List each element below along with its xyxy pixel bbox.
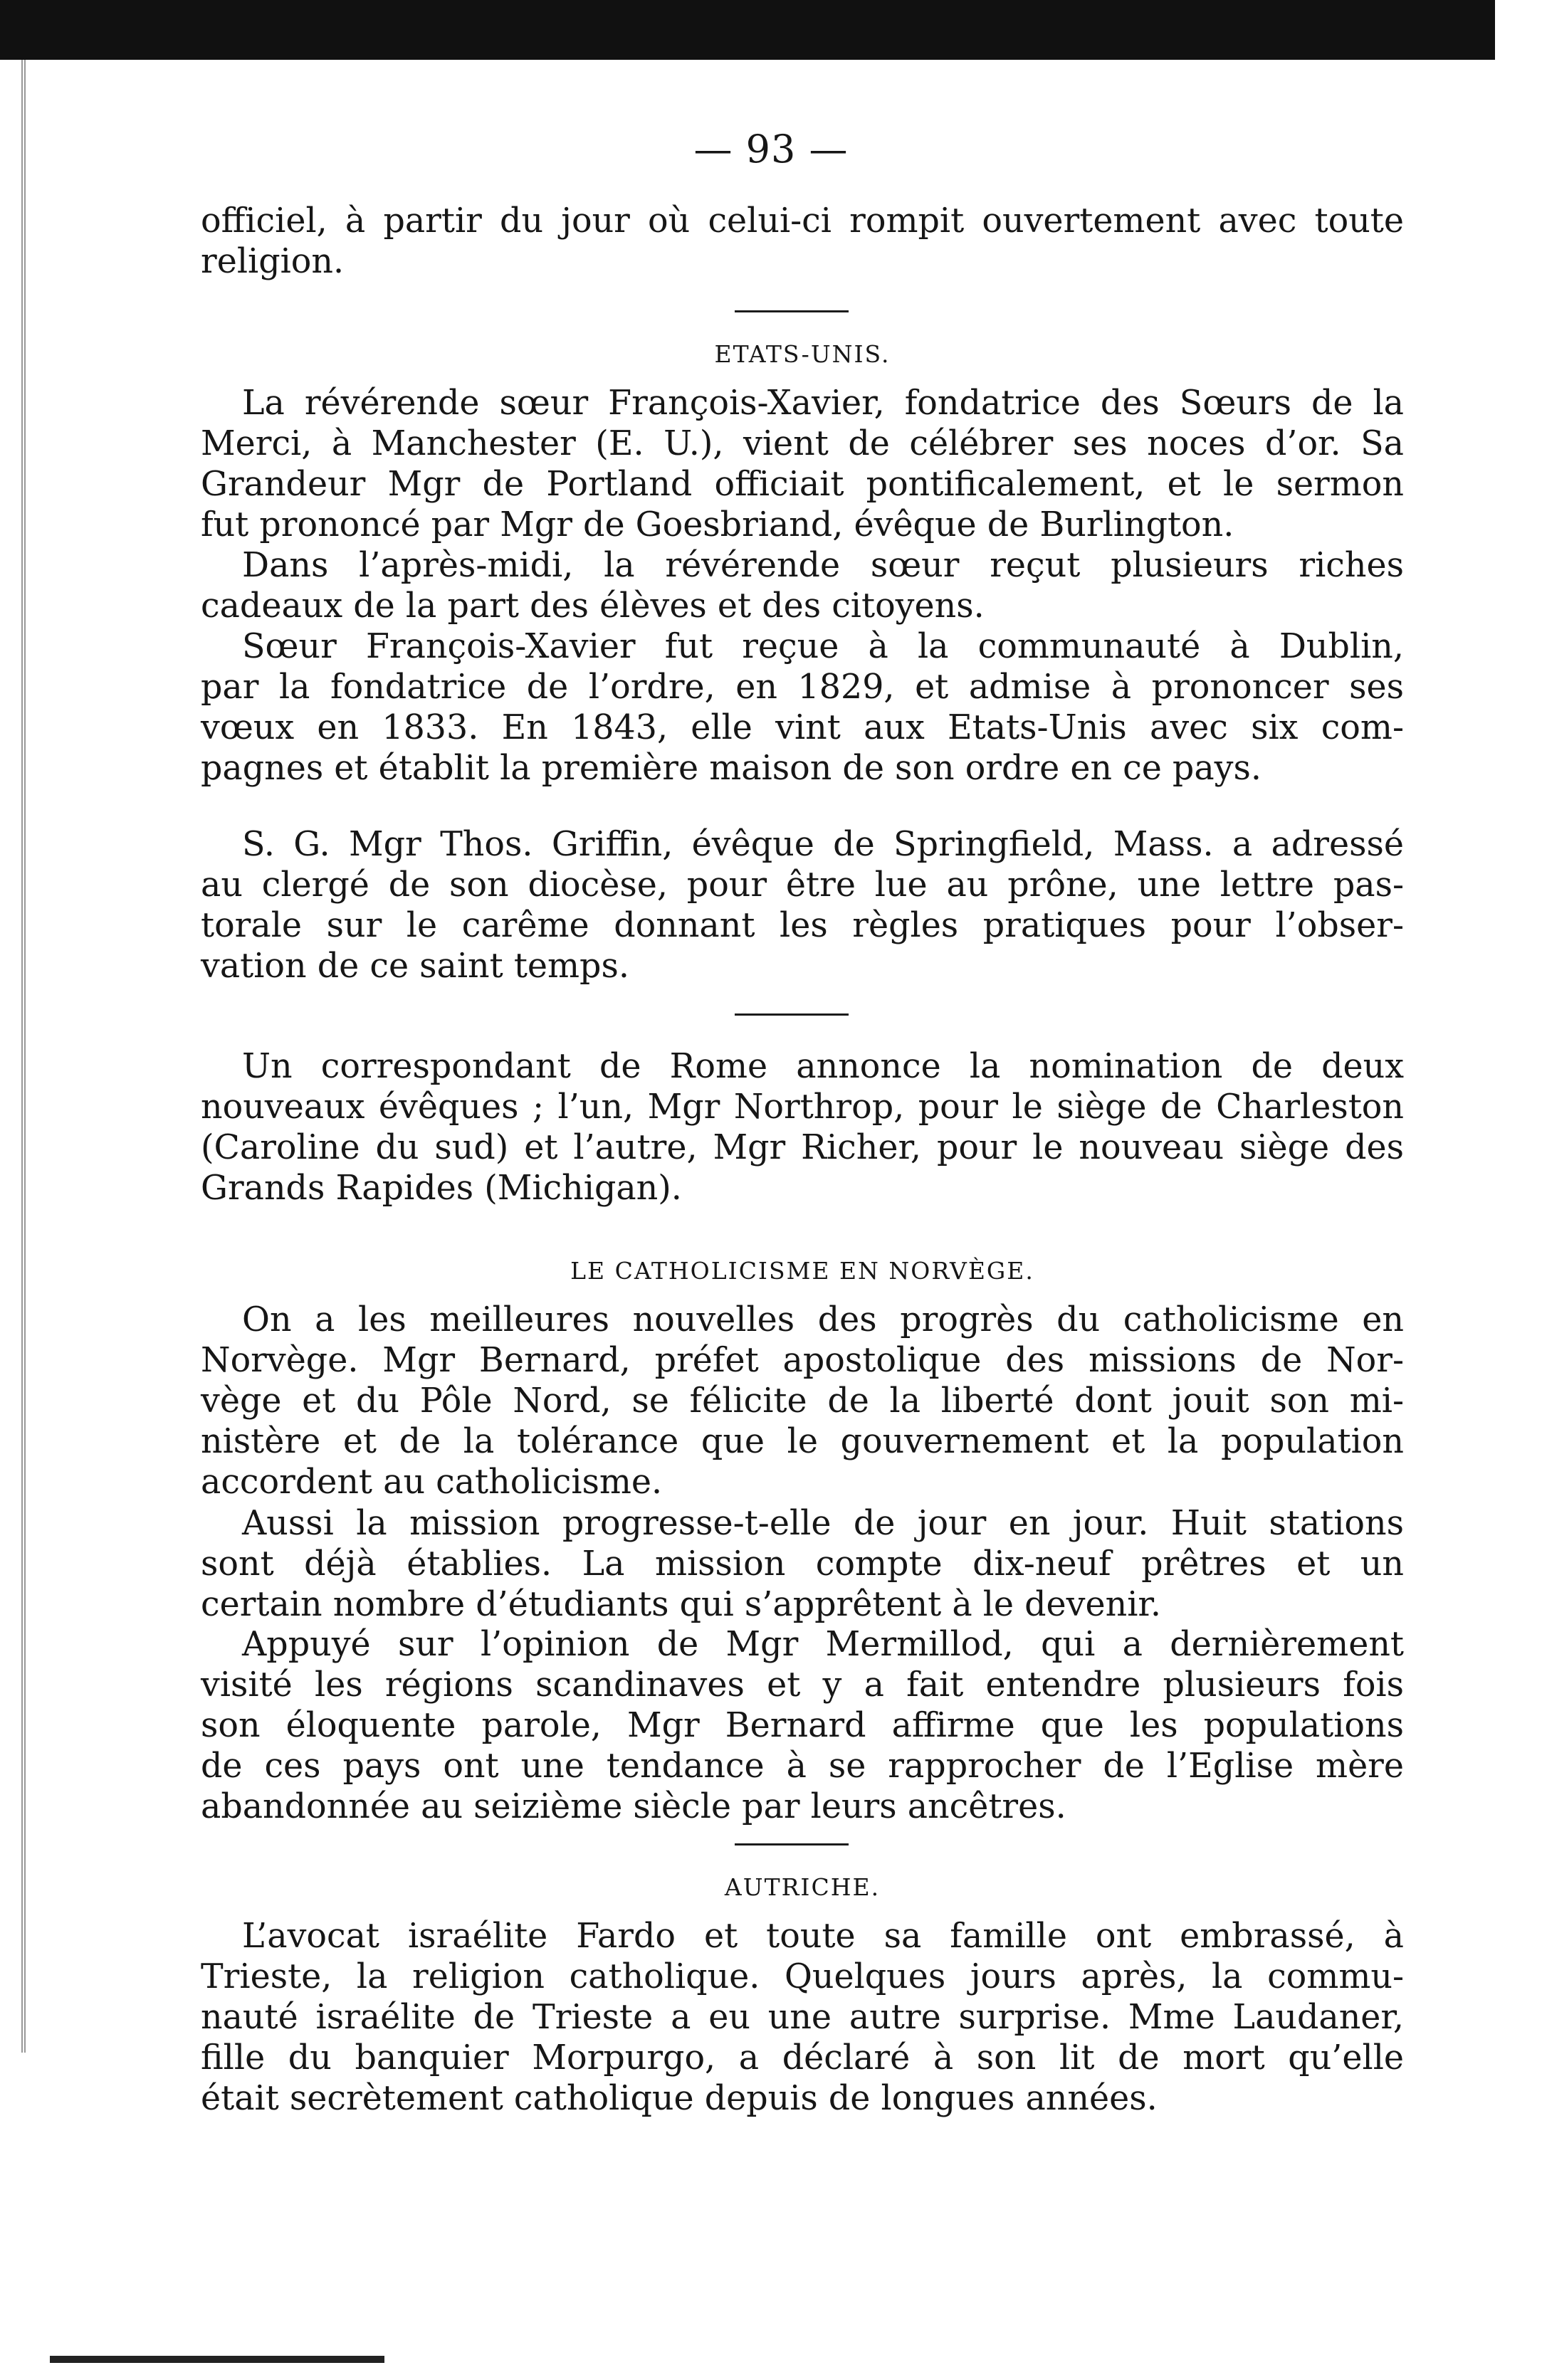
scan-top-border	[0, 0, 1495, 60]
text-line: Trieste, la religion catholique. Quelques jours après, la commu-	[201, 1957, 1404, 1996]
text-line: Sœur François-Xavier fut reçue à la communauté à Dublin,	[242, 627, 1404, 666]
text-line: S. G. Mgr Thos. Griffin, évêque de Springfield, Mass. a adressé	[242, 825, 1404, 864]
text-line: Grandeur Mgr de Portland officiait pontificalement, et le sermon	[201, 465, 1404, 504]
section-divider	[735, 1843, 849, 1845]
text-line: fille du banquier Morpurgo, a déclaré à son lit de mort qu’elle	[201, 2038, 1404, 2078]
page-number: — 93 —	[693, 127, 849, 172]
paragraph-autriche	[201, 1916, 1404, 2119]
scan-left-binding-edge	[0, 60, 26, 2053]
text-line: sont déjà établies. La mission compte dix-neuf prêtres et un	[201, 1544, 1404, 1584]
text-line: Appuyé sur l’opinion de Mgr Mermillod, qui a dernièrement	[242, 1625, 1404, 1664]
paragraph-norvege-1	[201, 1300, 1404, 1502]
text-line: vœux en 1833. En 1843, elle vint aux Etats-Unis avec six com-	[201, 708, 1404, 747]
section-heading-autriche: AUTRICHE.	[724, 1873, 881, 1901]
paragraph-etats-unis-3	[201, 626, 1404, 789]
text-line: abandonnée au seizième siècle par leurs ancêtres.	[201, 1787, 1066, 1826]
text-line: visité les régions scandinaves et y a fait entendre plusieurs fois	[201, 1665, 1404, 1705]
text-line: Merci, à Manchester (E. U.), vient de célébrer ses noces d’or. Sa	[201, 424, 1404, 463]
text-line: Grands Rapides (Michigan).	[201, 1169, 682, 1208]
text-line: son éloquente parole, Mgr Bernard affirme que les populations	[201, 1706, 1404, 1745]
paragraph-intro	[201, 201, 1404, 282]
text-line: (Caroline du sud) et l’autre, Mgr Richer, pour le nouveau siège des	[201, 1128, 1404, 1167]
paragraph-norvege-2	[201, 1503, 1404, 1625]
text-line: certain nombre d’étudiants qui s’apprêtent à le devenir.	[201, 1585, 1161, 1624]
text-line: de ces pays ont une tendance à se rapprocher de l’Eglise mère	[201, 1747, 1404, 1786]
text-line: Norvège. Mgr Bernard, préfet apostolique des missions de Nor-	[201, 1341, 1404, 1380]
section-heading-norvege: LE CATHOLICISME EN NORVÈGE.	[570, 1257, 1034, 1285]
paragraph-norvege-3	[201, 1624, 1404, 1827]
text-line: accordent au catholicisme.	[201, 1463, 663, 1502]
text-line: On a les meilleures nouvelles des progrès du catholicisme en	[242, 1300, 1404, 1339]
text-line: nistère et de la tolérance que le gouvernement et la population	[201, 1422, 1404, 1461]
text-line: torale sur le carême donnant les règles pratiques pour l’obser-	[201, 906, 1404, 945]
section-divider	[735, 1013, 849, 1016]
text-line: Aussi la mission progresse-t-elle de jour en jour. Huit stations	[242, 1504, 1404, 1543]
text-line: au clergé de son diocèse, pour être lue au prône, une lettre pas-	[201, 865, 1404, 905]
text-line: nauté israélite de Trieste a eu une autre surprise. Mme Laudaner,	[201, 1998, 1404, 2037]
section-heading-etats-unis: ETATS-UNIS.	[714, 340, 891, 368]
scan-bottom-mark	[50, 2356, 384, 2363]
text-line: cadeaux de la part des élèves et des citoyens.	[201, 586, 985, 626]
paragraph-rome	[201, 1046, 1404, 1209]
text-line: par la fondatrice de l’ordre, en 1829, et admise à prononcer ses	[201, 668, 1404, 707]
text-line: La révérende sœur François-Xavier, fondatrice des Sœurs de la	[242, 384, 1404, 423]
text-line: officiel, à partir du jour où celui-ci rompit ouvertement avec toute	[201, 201, 1404, 241]
text-line: fut prononcé par Mgr de Goesbriand, évêque de Burlington.	[201, 505, 1234, 544]
text-line: Un correspondant de Rome annonce la nomination de deux	[242, 1047, 1404, 1086]
text-line: était secrètement catholique depuis de longues années.	[201, 2079, 1158, 2118]
text-line: vège et du Pôle Nord, se félicite de la liberté dont jouit son mi-	[201, 1381, 1404, 1421]
paragraph-griffin	[201, 824, 1404, 986]
text-line: pagnes et établit la première maison de son ordre en ce pays.	[201, 749, 1262, 788]
text-line: nouveaux évêques ; l’un, Mgr Northrop, pour le siège de Charleston	[201, 1088, 1404, 1127]
text-line: religion.	[201, 242, 345, 281]
paragraph-etats-unis-2	[201, 545, 1404, 626]
text-line: Dans l’après-midi, la révérende sœur reçut plusieurs riches	[242, 546, 1404, 585]
text-line: vation de ce saint temps.	[201, 947, 629, 986]
text-line: L’avocat israélite Fardo et toute sa famille ont embrassé, à	[242, 1917, 1404, 1956]
paragraph-etats-unis-1	[201, 383, 1404, 545]
section-divider	[735, 310, 849, 312]
